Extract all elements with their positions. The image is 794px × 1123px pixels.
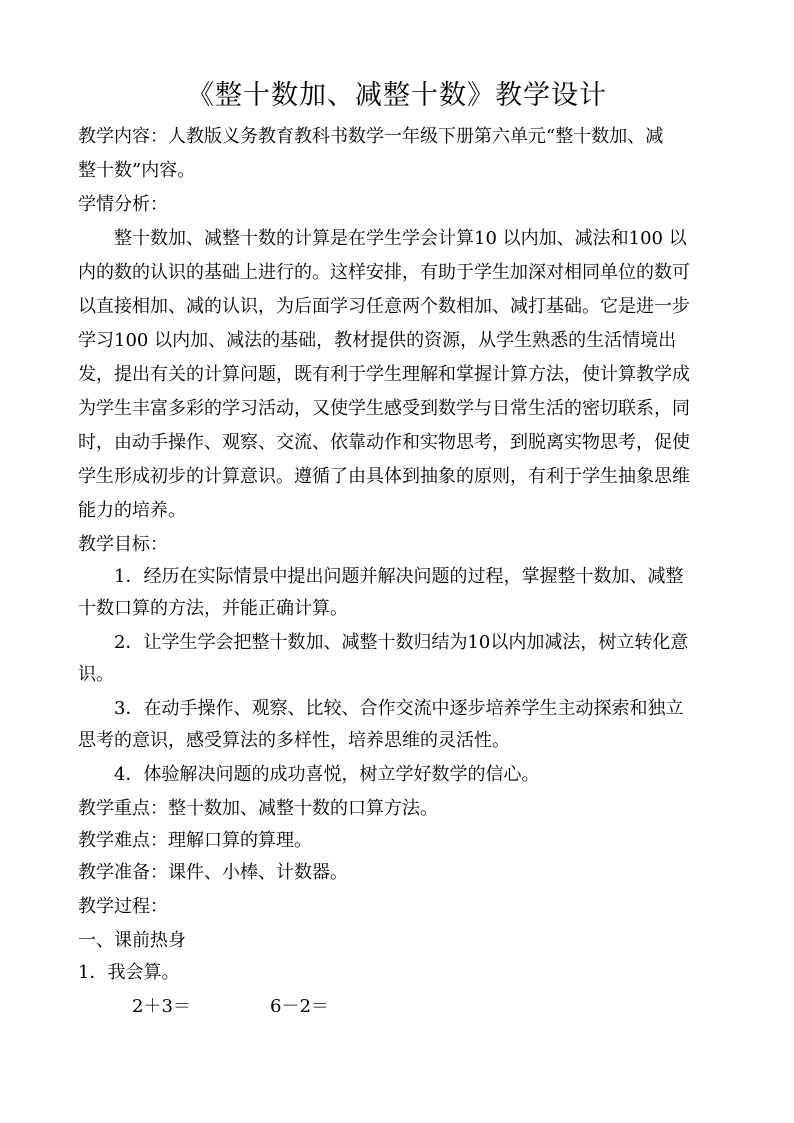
equation: 6－2＝ (270, 996, 329, 1017)
equation: 2＋3＝ (132, 996, 191, 1017)
key-point: 教学重点：整十数加、减整十数的口算方法。 (78, 798, 438, 819)
goal-item-line: 3．在动手操作、观察、比较、合作交流中逐步培养学生主动探索和独立 (114, 698, 684, 719)
goal-item-line: 2．让学生学会把整十数加、减整十数归结为10以内加减法，树立转化意 (114, 632, 689, 653)
section-heading: 一、课前热身 (78, 930, 186, 951)
difficulty: 教学难点：理解口算的算理。 (78, 830, 312, 851)
teaching-content-line: 教学内容：人教版义务教育教科书数学一年级下册第六单元“整十数加、减 (78, 126, 664, 147)
analysis-line: 时，由动手操作、观察、交流、依靠动作和实物思考，到脱离实物思考，促使 (78, 432, 690, 453)
analysis-line: 能力的培养。 (78, 500, 186, 521)
goal-item-line: 思考的意识，感受算法的多样性，培养思维的灵活性。 (78, 730, 510, 751)
analysis-line: 发，提出有关的计算问题，既有利于学生理解和掌握计算方法，使计算教学成 (78, 364, 690, 385)
analysis-line: 学习100 以内加、减法的基础，教材提供的资源，从学生熟悉的生活情境出 (78, 330, 677, 351)
analysis-line: 为学生丰富多彩的学习活动，又使学生感受到数学与日常生活的密切联系，同 (78, 398, 690, 419)
analysis-line: 内的数的认识的基础上进行的。这样安排，有助于学生加深对相同单位的数可 (78, 262, 690, 283)
document-title: 《整十数加、减整十数》教学设计 (187, 80, 607, 111)
analysis-line: 以直接相加、减的认识，为后面学习任意两个数相加、减打基础。它是进一步 (78, 296, 690, 317)
goal-item-line: 识。 (78, 664, 114, 685)
analysis-heading: 学情分析： (78, 194, 168, 215)
goals-heading: 教学目标： (78, 534, 168, 555)
exercise-item: 1．我会算。 (78, 962, 180, 983)
teaching-content-line: 整十数”内容。 (78, 160, 196, 181)
goal-item-line: 4．体验解决问题的成功喜悦，树立学好数学的信心。 (114, 764, 540, 785)
goal-item-line: 十数口算的方法，并能正确计算。 (78, 598, 348, 619)
process-heading: 教学过程： (78, 896, 168, 917)
preparation: 教学准备：课件、小棒、计数器。 (78, 862, 348, 883)
analysis-line: 学生形成初步的计算意识。遵循了由具体到抽象的原则，有利于学生抽象思维 (78, 466, 690, 487)
goal-item-line: 1．经历在实际情景中提出问题并解决问题的过程，掌握整十数加、减整 (114, 566, 684, 587)
analysis-line: 整十数加、减整十数的计算是在学生学会计算10 以内加、减法和100 以 (114, 228, 687, 249)
